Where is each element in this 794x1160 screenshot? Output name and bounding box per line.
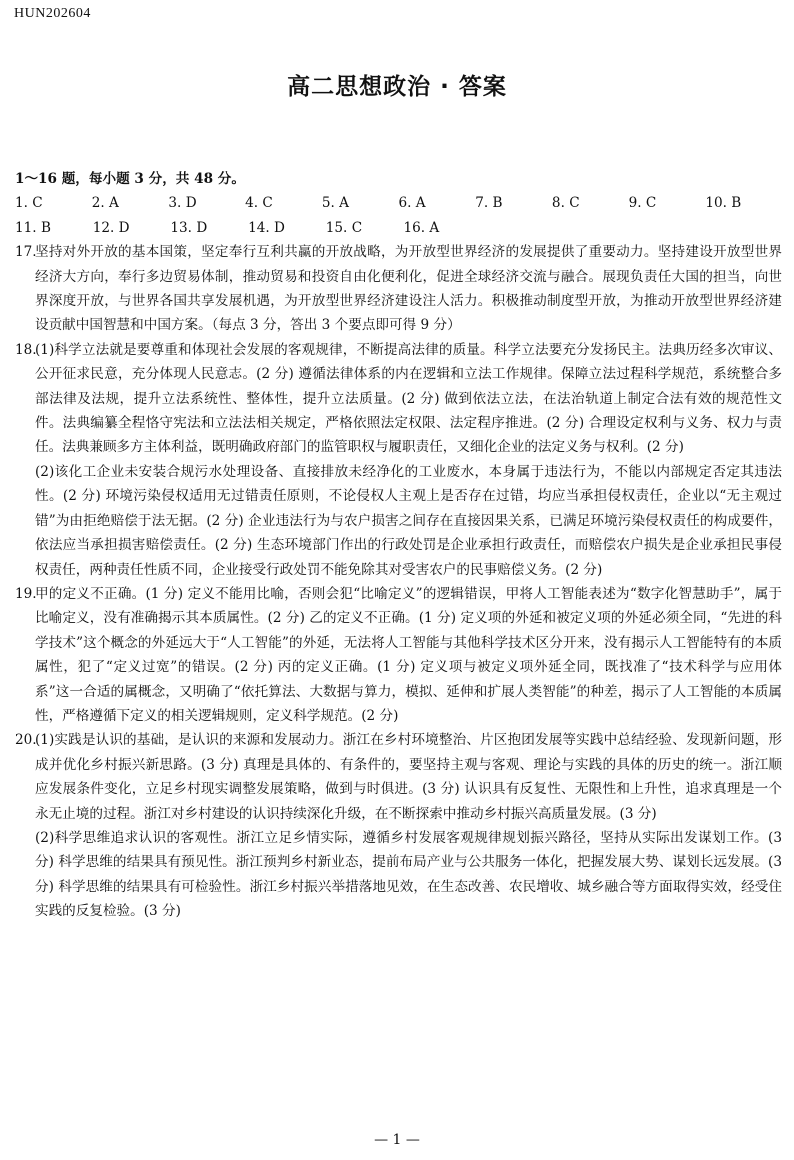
mc-answer-row-1 xyxy=(15,191,782,215)
question-number: 18. xyxy=(15,341,37,358)
mc-answer: 13. D xyxy=(170,219,208,236)
mc-answer: 10. B xyxy=(705,195,742,212)
question-number: 19. xyxy=(15,585,37,602)
mc-answer: 5. A xyxy=(321,195,349,212)
question-18-part-1: (1)科学立法就是要尊重和体现社会发展的客观规律，不断提高法律的质量。科学立法要充分发扬民主。法典历经多次审议、公开征求民意，充分体现人民意志。(2 分) 遵循法律体系的内在逻辑和立法工作规律。保障立法过程科学规范，系统整合多部法律及法规，提升立法系统性、整体性，提升立法质量。(2 分) 做到依法立法，在法治轨道上制定合法有效的规范性文件。法典编纂全程恪守宪法和立法法相关规定，严格依照法定权限、法定程序推进。(2 分) 合理设定权利与义务、权力与责任。法典兼顾多方主体利益，既明确政府部门的监管职权与履职责任，又细化企业的法定义务与权利。(2 分) xyxy=(35,341,782,456)
mc-answer: 11. B xyxy=(15,219,51,236)
document-code: HUN202604 xyxy=(14,6,91,21)
page-number: — 1 — xyxy=(374,1132,420,1148)
question-17-answer: 坚持对外开放的基本国策，坚定奉行互利共赢的开放战略，为开放型世界经济的发展提供了重要动力。坚持建设开放型世界经济大方向，奉行多边贸易体制，推动贸易和投资自由化便利化，促进全球经济交流与融合。展现负责任大国的担当，向世界深度开放，与世界各国共享发展机遇，为开放型世界经济建设注人活力。积极推动制度型开放，为推动开放型世界经济建设贡献中国智慧和中国方案。（每点 3 分，答出 3 个要点即可得 9 分） xyxy=(35,244,782,334)
question-20-part-2: (2)科学思维追求认识的客观性。浙江立足乡情实际，遵循乡村发展客观规律规划振兴路径，坚持从实际出发谋划工作。(3 分) 科学思维的结果具有预见性。浙江预判乡村新业态，提前布局产业与公共服务一体化，把握发展大势、谋划长远发展。(3 分) 科学思维的结果具有可检验性。浙江乡村振兴举措落地见效，在生态改善、农民增收、城乡融合等方面取得实效，经受住实践的反复检验。(3 分) xyxy=(35,829,782,920)
question-18-part-2: (2)该化工企业未安装合规污水处理设备、直接排放未经净化的工业废水，本身属于违法行为，不能以内部规定否定其违法性。(2 分) 环境污染侵权适用无过错责任原则，不论侵权人主观上是否存在过错，均应当承担侵权责任，企业以“无主观过错”为由拒绝赔偿于法无据。(2 分) 企业违法行为与农户损害之间存在直接因果关系，已满足环境污染侵权责任的构成要件，依法应当承担损害赔偿责任。(2 分) 生态环境部门作出的行政处罚是企业承担行政责任，而赔偿农户损失是企业承担民事侵权责任，两种责任性质不同，企业接受行政处罚不能免除其对受害农户的民事赔偿义务。(2 分) xyxy=(35,463,782,578)
question-19-answer: 甲的定义不正确。(1 分) 定义不能用比喻，否则会犯“比喻定义”的逻辑错误，甲将人工智能表述为“数字化智慧助手”，属于比喻定义，没有准确揭示其本质属性。(2 分) 乙的定义不正确。(1 分) 定义项的外延和被定义项的外延必须全同，“先进的科学技术”这个概念的外延远大于“人工智能”的外延，无法将人工智能与其他科学技术区分开来，没有揭示人工智能特有的本质属性，犯了“定义过宽”的错误。(2 分) 丙的定义正确。(1 分) 定义项与被定义项外延全同，既找准了“技术科学与应用体系”这一合适的属概念，又明确了“依托算法、大数据与算力，模拟、延伸和扩展人类智能”的种差，揭示了人工智能的本质属性，严格遵循下定义的相关逻辑规则，定义科学规范。(2 分) xyxy=(35,585,782,724)
mc-answer: 7. B xyxy=(475,195,503,212)
mc-answer: 9. C xyxy=(628,195,657,212)
mc-answer: 14. D xyxy=(248,219,285,236)
question-number: 20. xyxy=(15,732,37,749)
question-20-part-1: (1)实践是认识的基础，是认识的来源和发展动力。浙江在乡村环境整治、片区抱团发展等实践中总结经验、发现新问题，形成并优化乡村振兴新思路。(3 分) 真理是具体的、有条件的，要坚持主观与客观、理论与实践的具体的历史的统一。浙江顺应发展条件变化，立足乡村现实调整发展策略，做到与时俱进。(3 分) 认识具有反复性、无限性和上升性，追求真理是一个永无止境的过程。浙江对乡村建设的认识持续深化升级，在不断探索中推动乡村振兴高质量发展。(3 分) xyxy=(35,732,782,822)
question-17 xyxy=(15,240,782,338)
mc-answer: 8. C xyxy=(551,195,580,212)
mc-answer: 15. C xyxy=(325,219,363,236)
mc-answer: 2. A xyxy=(91,195,119,212)
question-18 xyxy=(15,338,782,582)
mc-answer: 16. A xyxy=(403,219,440,236)
mc-intro: 1～16 题，每小题 3 分，共 48 分。 xyxy=(15,171,245,187)
mc-answer-row-2 xyxy=(15,216,782,240)
question-19 xyxy=(15,582,782,728)
page-title: 高二思想政治 · 答案 xyxy=(287,74,507,100)
question-20 xyxy=(15,728,782,923)
mc-answer: 12. D xyxy=(92,219,130,236)
mc-answer: 4. C xyxy=(245,195,273,212)
answer-content xyxy=(15,167,782,924)
mc-answer: 1. C xyxy=(15,195,43,212)
mc-answer: 3. D xyxy=(168,195,197,212)
mc-answer: 6. A xyxy=(398,195,426,212)
question-number: 17. xyxy=(15,244,37,261)
